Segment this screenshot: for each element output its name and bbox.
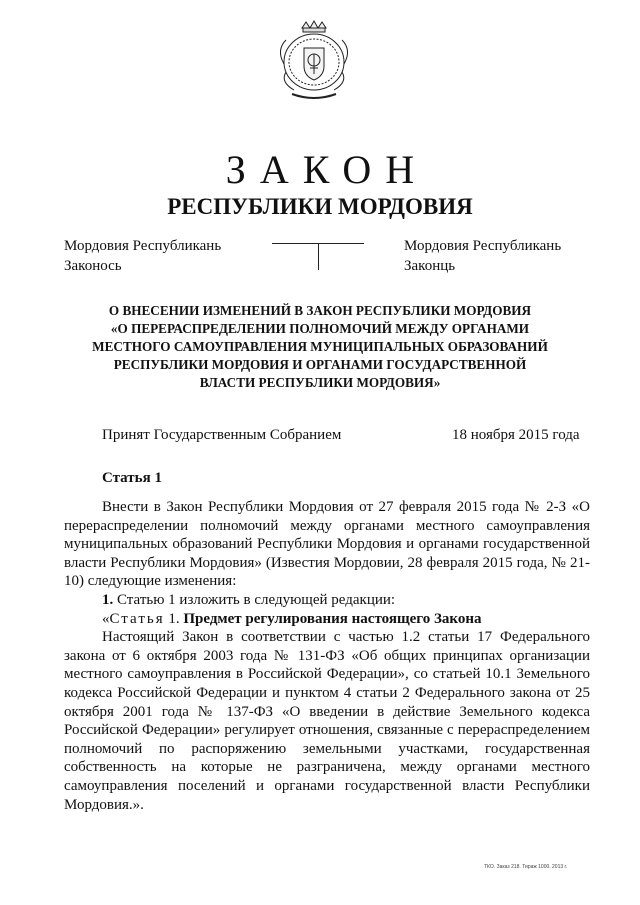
quote-open: « xyxy=(102,610,110,627)
quote-word: Статья xyxy=(109,610,165,627)
erzya-header-line: Мордовия Республикань xyxy=(404,238,562,254)
law-heading-line: «О ПЕРЕРАСПРЕДЕЛЕНИИ ПОЛНОМОЧИЙ МЕЖДУ ОРГАНАМИ xyxy=(110,321,530,336)
moksha-header xyxy=(64,236,221,276)
article-content: Настоящий Закон в соответствии с частью 1.2 статьи 17 Федерального закона от 6 октября 2003 года № 131-ФЗ «Об общих принципах организации местного самоуправления в Российской Федерации», со статьей 10.1 Земельного кодекса Российской Федерации и пунктом 4 статьи 2 Федерального закона от 25 октября 2001 года № 137-ФЗ «О введении в действие Земельного кодекса Российской Федерации» регулирует отношения, связанные с перераспределением полномочий по распоряжению земельными участками, государственная собственность на которые не разграничена, между органами местного самоуправления поселений и органами государственной власти Республики Мордовия.». xyxy=(64,629,590,813)
print-mark: ТКО. Заказ 218. Тираж 1000. 2013 г. xyxy=(484,864,568,870)
item-text: Статью 1 изложить в следующей редакции: xyxy=(113,591,396,608)
document-title: ЗАКОН xyxy=(225,147,429,192)
adoption-text: Принят Государственным Собранием xyxy=(102,427,342,443)
law-heading-line: О ВНЕСЕНИИ ИЗМЕНЕНИЙ В ЗАКОН РЕСПУБЛИКИ МОРДОВИЯ xyxy=(108,303,532,318)
document-subtitle: РЕСПУБЛИКИ МОРДОВИЯ xyxy=(167,194,473,219)
adoption-date: 18 ноября 2015 года xyxy=(452,427,580,443)
law-heading-line: РЕСПУБЛИКИ МОРДОВИЯ И ОРГАНАМИ ГОСУДАРСТВЕННОЙ xyxy=(113,357,527,372)
moksha-header-line: Мордовия Республикань xyxy=(64,238,222,254)
quote-title: Предмет регулирования настоящего Закона xyxy=(183,610,482,627)
item-number: 1. xyxy=(102,591,114,608)
coat-of-arms-emblem xyxy=(272,20,356,100)
erzya-header xyxy=(404,236,561,276)
article-intro: Внести в Закон Республики Мордовия от 27 февраля 2015 года № 2-З «О перераспределении полномочий между органами местного самоуправления муниципальных образований Республики Мордовия и органами государственной власти Республики Мордовия» (Известия Мордовии, 28 февраля 2015 года, № 21-10) следующие изменения: xyxy=(64,499,590,590)
quote-num: 1. xyxy=(164,610,184,627)
header-divider-vertical xyxy=(318,243,319,270)
erzya-header-line: Законць xyxy=(404,258,456,274)
article-item xyxy=(64,591,590,610)
article-body xyxy=(64,498,590,814)
article-quote-heading xyxy=(64,610,590,629)
law-heading xyxy=(80,302,560,392)
moksha-header-line: Законось xyxy=(64,258,122,274)
law-heading-line: МЕСТНОГО САМОУПРАВЛЕНИЯ МУНИЦИПАЛЬНЫХ ОБРАЗОВАНИЙ xyxy=(92,339,548,354)
article-label: Статья 1 xyxy=(102,470,162,486)
law-heading-line: ВЛАСТИ РЕСПУБЛИКИ МОРДОВИЯ» xyxy=(199,375,441,390)
